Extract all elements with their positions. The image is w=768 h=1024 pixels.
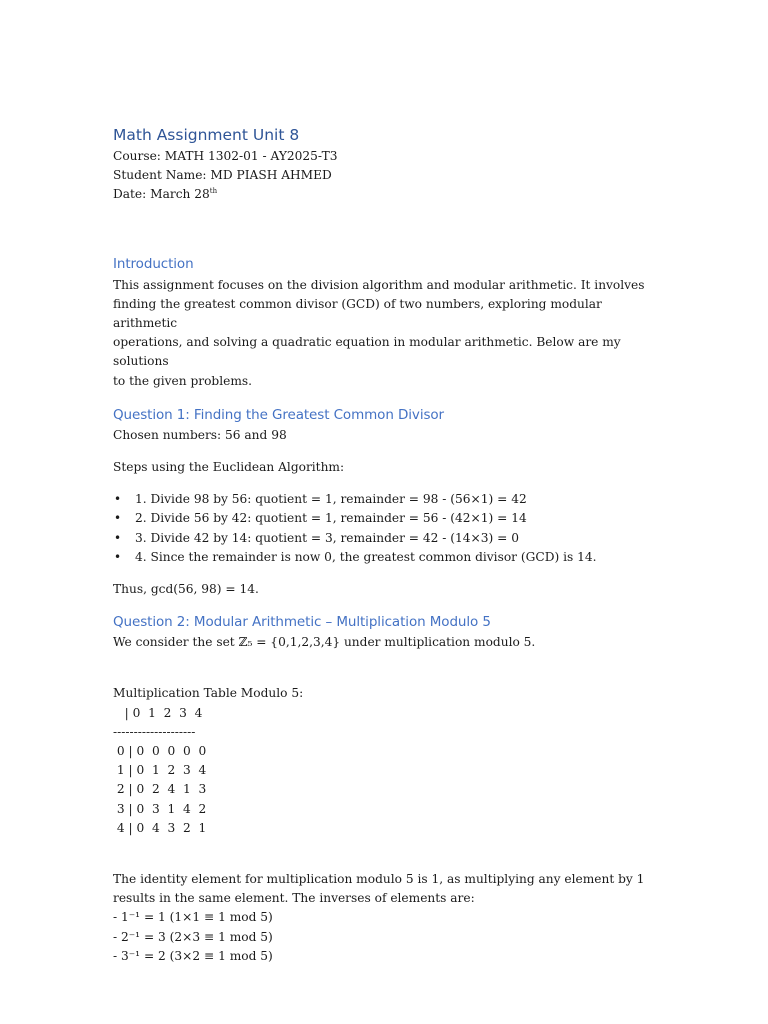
table-title: Multiplication Table Modulo 5:	[113, 686, 304, 701]
chosen-numbers: Chosen numbers: 56 and 98	[113, 427, 287, 442]
date-text: Date: March 28	[113, 187, 210, 202]
table-line: 4 | 0 4 3 2 1	[113, 820, 207, 835]
list-item	[113, 548, 658, 567]
table-line: | 0 1 2 3 4	[113, 705, 203, 720]
step-text: 2. Divide 56 by 42: quotient = 1, remainder = 56 - (42×1) = 14	[135, 511, 527, 526]
list-item	[113, 490, 658, 509]
table-line: 0 | 0 0 0 0 0	[113, 744, 207, 759]
steps-intro: Steps using the Euclidean Algorithm:	[113, 460, 345, 475]
document-title: Math Assignment Unit 8	[113, 126, 300, 144]
date-line	[113, 185, 658, 204]
list-item	[113, 529, 658, 548]
step-text: 1. Divide 98 by 56: quotient = 1, remainder = 98 - (56×1) = 42	[135, 492, 527, 507]
table-line: 2 | 0 2 4 1 3	[113, 782, 207, 797]
table-line: 1 | 0 1 2 3 4	[113, 763, 207, 778]
student-name-line: Student Name: MD PIASH AHMED	[113, 168, 332, 183]
gcd-conclusion: Thus, gcd(56, 98) = 14.	[113, 582, 259, 597]
list-item	[113, 509, 658, 528]
intro-line: This assignment focuses on the division algorithm and modular arithmetic. It involves	[113, 277, 645, 292]
intro-line: finding the greatest common divisor (GCD) of two numbers, exploring modular arithmetic	[113, 296, 606, 331]
inverse-line: - 2⁻¹ = 3 (2×3 ≡ 1 mod 5)	[113, 929, 273, 944]
question2-heading: Question 2: Modular Arithmetic – Multiplication Modulo 5	[113, 614, 491, 631]
bullet-icon: •	[114, 492, 122, 507]
bullet-icon: •	[114, 549, 122, 564]
intro-line: operations, and solving a quadratic equation in modular arithmetic. Below are my solutions	[113, 335, 625, 369]
identity-line: results in the same element. The inverses of elements are:	[113, 891, 475, 906]
set-definition: We consider the set ℤ₅ = {0,1,2,3,4} under multiplication modulo 5.	[113, 635, 536, 650]
document-page	[113, 124, 658, 966]
question1-heading: Question 1: Finding the Greatest Common Divisor	[113, 406, 445, 423]
intro-line: to the given problems.	[113, 373, 253, 388]
course-line: Course: MATH 1302-01 - AY2025-T3	[113, 149, 338, 163]
date-superscript: th	[209, 187, 218, 196]
inverse-line: - 1⁻¹ = 1 (1×1 ≡ 1 mod 5)	[113, 910, 273, 925]
inverse-line: - 3⁻¹ = 2 (3×2 ≡ 1 mod 5)	[113, 948, 273, 963]
step-text: 4. Since the remainder is now 0, the greatest common divisor (GCD) is 14.	[135, 549, 597, 564]
steps-list	[113, 490, 658, 567]
table-line: 3 | 0 3 1 4 2	[113, 801, 207, 816]
step-text: 3. Divide 42 by 14: quotient = 3, remainder = 42 - (14×3) = 0	[135, 530, 519, 545]
bullet-icon: •	[114, 530, 122, 545]
identity-line: The identity element for multiplication modulo 5 is 1, as multiplying any element by 1	[113, 872, 645, 887]
multiplication-table	[113, 704, 658, 838]
table-line: --------------------	[113, 724, 196, 739]
bullet-icon: •	[114, 511, 122, 526]
introduction-heading: Introduction	[113, 255, 194, 272]
